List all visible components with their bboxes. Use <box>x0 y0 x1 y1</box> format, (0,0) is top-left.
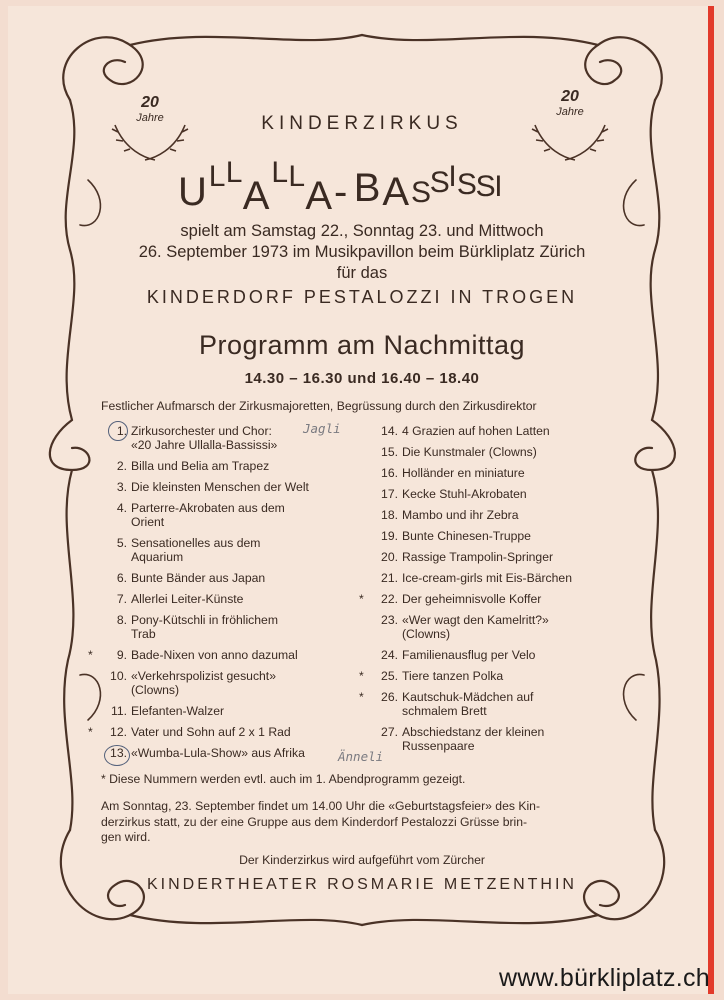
program-item <box>101 536 309 564</box>
asterisk-marker: * <box>88 648 93 662</box>
program-item-text: Der geheimnisvolle Koffer <box>402 592 542 606</box>
program-item <box>372 487 572 501</box>
program-item <box>372 725 572 753</box>
program-item-text: Allerlei Leiter-Künste <box>131 592 244 606</box>
program-item-text: Kautschuk-Mädchen auf <box>402 690 534 704</box>
program-item-text: «Wer wagt den Kamelritt?» <box>402 613 549 627</box>
program-item-text: Kecke Stuhl-Akrobaten <box>402 487 527 501</box>
circus-letter: L <box>288 160 306 193</box>
program-item-text: (Clowns) <box>402 627 451 641</box>
program-item-text: Trab <box>131 627 156 641</box>
program-item-number: 24. <box>381 648 398 662</box>
program-item-text: schmalem Brett <box>402 704 487 718</box>
program-item-text: Die Kunstmaler (Clowns) <box>402 445 537 459</box>
program-item-number: 20. <box>381 550 398 564</box>
header-title: KINDERZIRKUS <box>261 113 463 134</box>
program-item <box>359 592 572 606</box>
program-item-text: Elefanten-Walzer <box>131 704 225 718</box>
program-item-number: 7. <box>116 592 127 606</box>
performed-by: Der Kinderzirkus wird aufgeführt vom Zürcher <box>239 853 485 867</box>
program-item <box>372 424 572 438</box>
handwritten-note: Jagli <box>303 421 341 436</box>
program-item <box>372 550 572 564</box>
program-item-text: Ice-cream-girls mit Eis-Bärchen <box>402 571 572 585</box>
program-item-text: Aquarium <box>131 550 184 564</box>
program-item-text: 4 Grazien auf hohen Latten <box>402 424 550 438</box>
program-item-number: 15. <box>381 445 398 459</box>
badge-jahre: Jahre <box>556 106 584 118</box>
program-item <box>372 445 572 459</box>
circus-letter: I <box>448 160 457 193</box>
asterisk-marker: * <box>359 669 364 683</box>
circus-letter: I <box>494 170 503 203</box>
handwritten-circle <box>104 745 130 766</box>
circus-letter: S <box>411 176 432 209</box>
program-item-text: Orient <box>131 515 165 529</box>
badge-years: 20 <box>141 94 159 111</box>
handwritten-circle <box>108 421 128 441</box>
program-item-number: 12. <box>110 725 127 739</box>
program-item-number: 3. <box>116 480 127 494</box>
intro-line: spielt am Samstag 22., Sonntag 23. und Mittwoch <box>180 222 544 240</box>
program-item-number: 16. <box>381 466 398 480</box>
badge-years: 20 <box>561 88 579 105</box>
program-item-text: Zirkusorchester und Chor: <box>131 424 272 438</box>
paragraph-line: derzirkus statt, zu der eine Gruppe aus dem Kinderdorf Pestalozzi Grüsse brin- <box>101 814 528 829</box>
program-item <box>101 704 309 718</box>
program-item <box>101 571 309 585</box>
circus-letter: L <box>271 156 289 189</box>
handwritten-note: Änneli <box>338 749 384 764</box>
program-item-number: 10. <box>110 669 127 683</box>
program-item-number: 25. <box>381 669 398 683</box>
program-list-right <box>359 424 572 760</box>
program-item-text: (Clowns) <box>131 683 180 697</box>
asterisk-marker: * <box>359 592 364 606</box>
program-item-text: Mambo und ihr Zebra <box>402 508 519 522</box>
program-item-text: Billa und Belia am Trapez <box>131 459 270 473</box>
program-item <box>101 746 309 760</box>
program-item <box>372 508 572 522</box>
program-item-number: 5. <box>116 536 127 550</box>
circus-letter: - <box>334 170 348 214</box>
program-item-number: 9. <box>116 648 127 662</box>
asterisk-marker: * <box>359 690 364 704</box>
circus-letter: B <box>353 166 381 210</box>
program-item-text: Bade-Nixen von anno dazumal <box>131 648 298 662</box>
program-item-text: Abschiedstanz der kleinen <box>402 725 545 739</box>
program-item-text: Rassige Trampolin-Springer <box>402 550 554 564</box>
opening-line: Festlicher Aufmarsch der Zirkusmajoretten, Begrüssung durch den Zirkusdirektor <box>101 399 537 413</box>
theater-name: KINDERTHEATER ROSMARIE METZENTHIN <box>147 876 577 893</box>
program-item-text: Russenpaare <box>402 739 475 753</box>
program-list-left <box>88 424 309 767</box>
circus-letter: S <box>456 168 477 201</box>
program-item-text: Tiere tanzen Polka <box>402 669 504 683</box>
program-item-text: Holländer en miniature <box>402 466 525 480</box>
circus-letter: A <box>242 174 270 218</box>
program-item <box>372 613 572 641</box>
program-item-number: 26. <box>381 690 398 704</box>
program-item-text: Sensationelles aus dem <box>131 536 261 550</box>
program-item-number: 13. <box>110 746 127 760</box>
circus-letter: U <box>178 170 207 214</box>
intro-text <box>0 221 724 284</box>
program-item-number: 2. <box>116 459 127 473</box>
sunday-paragraph <box>101 799 621 846</box>
program-item-text: Vater und Sohn auf 2 x 1 Rad <box>131 725 291 739</box>
program-times: 14.30 – 16.30 und 16.40 – 18.40 <box>244 370 480 387</box>
program-item <box>372 529 572 543</box>
program-item-number: 1. <box>116 424 127 438</box>
program-item <box>372 466 572 480</box>
badge-jahre: Jahre <box>136 112 164 124</box>
circus-letter: A <box>382 170 410 214</box>
program-item-number: 18. <box>381 508 398 522</box>
asterisk-note: * Diese Nummern werden evtl. auch im 1. Abendprogramm gezeigt. <box>101 772 466 786</box>
program-item <box>359 669 572 683</box>
program-item-text: Familienausflug per Velo <box>402 648 536 662</box>
program-item-number: 6. <box>116 571 127 585</box>
program-item <box>359 690 572 718</box>
program-item-number: 14. <box>381 424 398 438</box>
program-item-text: Parterre-Akrobaten aus dem <box>131 501 285 515</box>
program-item-text: Pony-Kütschli in fröhlichem <box>131 613 278 627</box>
program-item-text: «20 Jahre Ullalla-Bassissi» <box>131 438 278 452</box>
circus-letter: L <box>208 160 226 193</box>
intro-line: für das <box>336 264 388 282</box>
program-item <box>88 648 309 662</box>
program-item <box>101 592 309 606</box>
circus-letter: S <box>475 170 496 203</box>
paragraph-line: Am Sonntag, 23. September findet um 14.00 Uhr die «Geburtstagsfeier» des Kin- <box>101 799 540 813</box>
program-item-text: «Verkehrspolizist gesucht» <box>131 669 276 683</box>
program-item <box>101 480 309 494</box>
program-item-number: 17. <box>381 487 398 501</box>
kinderdorf-heading: KINDERDORF PESTALOZZI IN TROGEN <box>146 287 578 307</box>
circus-name <box>0 156 724 218</box>
program-item-number: 19. <box>381 529 398 543</box>
circus-letter: A <box>305 174 333 218</box>
program-item <box>101 424 309 452</box>
program-item-text: Bunte Chinesen-Truppe <box>402 529 531 543</box>
program-item-text: Die kleinsten Menschen der Welt <box>131 480 309 494</box>
intro-line: 26. September 1973 im Musikpavillon beim Bürkliplatz Zürich <box>138 243 586 261</box>
circus-letter: L <box>225 156 243 189</box>
watermark-url[interactable]: www.bürkliplatz.ch <box>498 964 710 992</box>
program-item <box>372 648 572 662</box>
asterisk-marker: * <box>88 725 93 739</box>
program-item-number: 27. <box>381 725 398 739</box>
program-item <box>101 669 309 697</box>
program-item-number: 4. <box>116 501 127 515</box>
program-item <box>88 725 309 739</box>
program-item-text: «Wumba-Lula-Show» aus Afrika <box>131 746 305 760</box>
program-item-number: 21. <box>381 571 398 585</box>
program-heading: Programm am Nachmittag <box>198 330 526 360</box>
program-item <box>372 571 572 585</box>
program-item-text: Bunte Bänder aus Japan <box>131 571 266 585</box>
paragraph-line: gen wird. <box>101 830 151 844</box>
program-item-number: 8. <box>116 613 127 627</box>
program-item <box>101 459 309 473</box>
circus-letter: S <box>429 166 450 199</box>
program-item-number: 23. <box>381 613 398 627</box>
program-item <box>101 613 309 641</box>
program-item-number: 11. <box>110 704 127 718</box>
program-item <box>101 501 309 529</box>
program-item-number: 22. <box>381 592 398 606</box>
